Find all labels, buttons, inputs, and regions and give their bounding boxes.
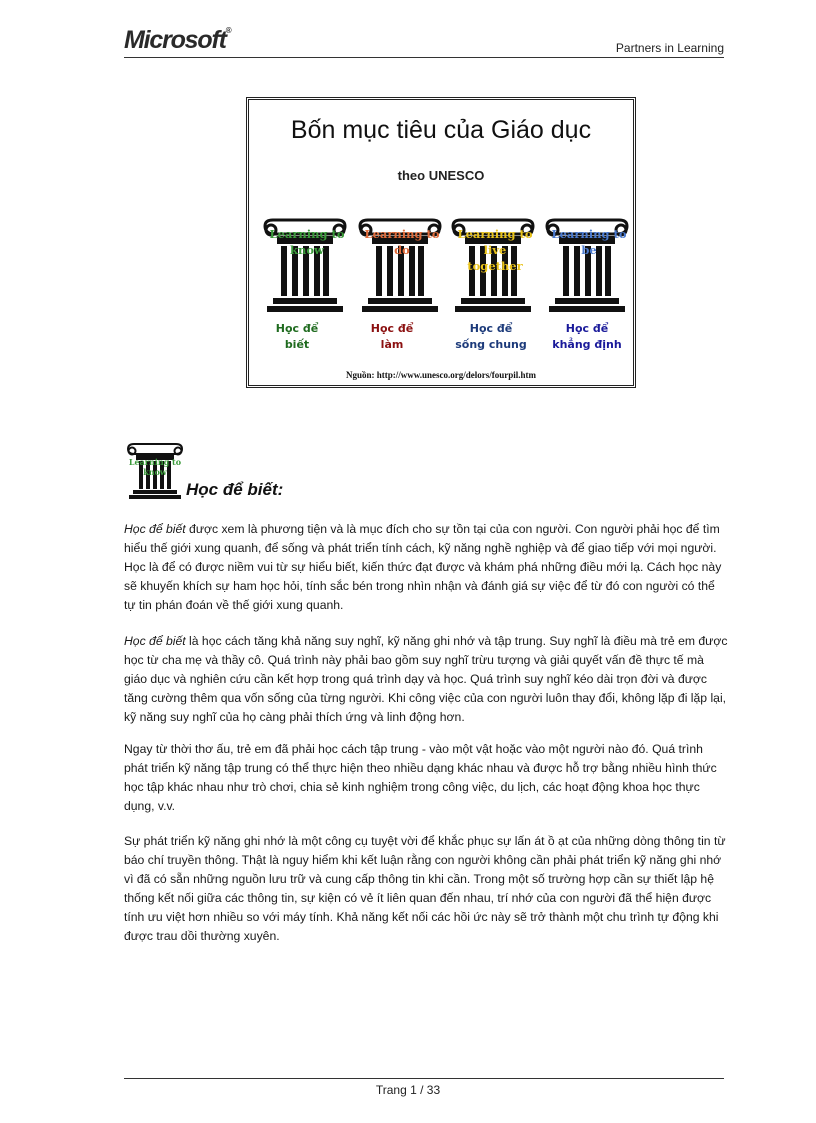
pillar-caption-do <box>346 321 438 353</box>
paragraph-4 <box>124 832 728 946</box>
caption-line-1: Học để <box>370 322 414 335</box>
pillar-caption-be <box>541 321 633 353</box>
paragraph-3 <box>124 740 728 816</box>
pillar-word-1: Learning to <box>551 227 627 241</box>
paragraph-text: Ngay từ thời thơ ấu, trẻ em đã phải học cách tập trung - vào một vật hoặc vào một người nào đó. Quá trình phát triển kỹ năng tập trung có thể thực hiện theo nhiều dạng khác nhau và được hỗ trợ bằng nhiều hình thức học tập khác nhau như trò chơi, chia sẻ kinh nghiệm trong công việc, du lịch, các hoạt động khoa học thực dụng, v.v. <box>124 742 717 813</box>
section-title: Học để biết: <box>186 480 284 499</box>
icon-word-2: know <box>143 467 167 477</box>
logo-trademark: ® <box>225 26 231 35</box>
pillar-word-3: together <box>467 259 523 273</box>
header-divider <box>124 57 724 58</box>
paragraph-text: là học cách tăng khả năng suy nghĩ, kỹ năng ghi nhớ và tập trung. Suy nghĩ là điều mà trẻ em được học từ cha mẹ và thầy cô. Quá trình này phải bao gồm suy nghĩ trừu tượng và giải quyết vấn đề thực tế mà giáo dục và nghiên cứu cần kết hợp trong quá trình dạy và học. Quá trình suy nghĩ kéo dài trọn đời và được tăng cường thêm qua vốn sống của từng người. Khi công việc của con người luôn thay đổi, không lặp đi lặp lại, kỹ năng suy nghĩ của họ càng phải thích ứng và linh động hơn. <box>124 634 728 724</box>
caption-line-1: Học để <box>565 322 609 335</box>
paragraph-1 <box>124 520 728 615</box>
pillar-caption-know <box>251 321 343 353</box>
caption-line-2: biết <box>284 338 310 351</box>
pillar-word-2: live <box>483 243 507 257</box>
caption-line-1: Học để <box>469 322 513 335</box>
caption-line-2: làm <box>380 338 404 351</box>
pillar-word-2: be <box>581 243 597 257</box>
paragraph-lead: Học để biết <box>124 522 186 536</box>
pillar-word-1: Learning to <box>364 227 440 241</box>
poster-source: Nguồn: http://www.unesco.org/delors/fourpil.htm <box>345 370 536 380</box>
icon-word-1: Learning to <box>128 457 182 467</box>
caption-line-1: Học để <box>275 322 319 335</box>
pillar-word-2: know <box>290 243 324 257</box>
pillar-caption-live-together <box>445 321 537 353</box>
pillar-learning-to-be <box>541 218 633 314</box>
pillar-learning-to-do <box>354 218 446 314</box>
header-title: Partners in Learning <box>615 41 724 55</box>
pillar-word-1: Learning to <box>269 227 345 241</box>
caption-line-2: khẳng định <box>552 338 622 351</box>
pillar-word-1: Learning to <box>457 227 533 241</box>
pillar-word-2: do <box>394 243 410 257</box>
logo-text: Microsoft <box>124 26 226 54</box>
page-number: Trang 1 / 33 <box>375 1083 441 1097</box>
unesco-poster <box>246 97 636 388</box>
microsoft-logo <box>124 26 230 55</box>
caption-line-2: sống chung <box>455 338 527 351</box>
paragraph-lead: Học để biết <box>124 634 186 648</box>
paragraph-text: được xem là phương tiện và là mục đích cho sự tồn tại của con người. Con người phải học để tìm hiểu thế giới xung quanh, để sống và phát triển tính cách, kỹ năng nghề nghiệp và để giao tiếp với mọi người. Học là để có được niềm vui từ sự hiểu biết, kiến thức đạt được và khám phá những điều mới lạ. Cách học này sẽ khuyến khích sự ham học hỏi, tính sắc bén trong nhìn nhận và đánh giá sự việc để từ đó con người có thể tự tin phán đoán về thế giới xung quanh. <box>124 522 722 612</box>
paragraph-2 <box>124 632 728 727</box>
pillar-learning-to-know <box>259 218 351 314</box>
poster-title: Bốn mục tiêu của Giáo dục <box>290 116 592 144</box>
pillar-know-icon <box>124 443 186 499</box>
footer-divider <box>124 1078 724 1079</box>
pillar-learning-to-live-together <box>447 218 539 314</box>
paragraph-text: Sự phát triển kỹ năng ghi nhớ là một công cụ tuyệt vời để khắc phục sự lấn át ồ ạt của những dòng thông tin từ báo chí truyền thông. Thật là nguy hiểm khi kết luận rằng con người không cần phải phát triển kỹ năng ghi nhớ vì đã có sẵn những nguồn lưu trữ và cung cấp thông tin khi cần. Trong một số trường hợp cần sự thiết lập hệ thống kết nối giữa các thông tin, sự kiện có vẻ ít liên quan đến nhau, trí nhớ của con người đã thể hiện được tính ưu việt hơn nhiều so với máy tính. Khả năng kết nối các hồi ức này sẽ trở thành một chu trình tự động khi được trau dồi thường xuyên. <box>124 834 726 943</box>
poster-subtitle: theo UNESCO <box>397 168 485 183</box>
